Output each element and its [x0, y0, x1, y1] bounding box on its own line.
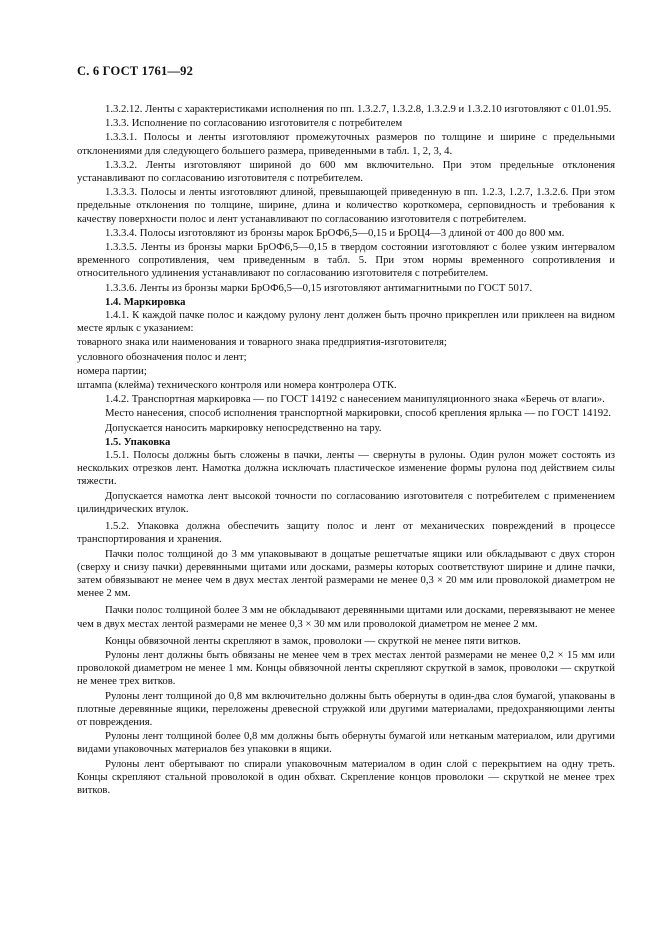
list-item: штампа (клейма) технического контроля или номера контролера ОТК.: [77, 379, 397, 392]
para-1-3-3-1: 1.3.3.1. Полосы и ленты изготовляют промежуточных размеров по толщине и ширине с предельными отклонениями для следующего большего размера, приведенными в табл. 1, 2, 3, 4.: [77, 131, 615, 157]
page-header: С. 6 ГОСТ 1761—92: [77, 64, 194, 78]
para-1-3-2-12: 1.3.2.12. Ленты с характеристиками исполнения по пп. 1.3.2.7, 1.3.2.8, 1.3.2.9 и 1.3.2.10 изготовляют с 01.01.95.: [105, 103, 612, 115]
para-roll-binding: Рулоны лент должны быть обвязаны не менее чем в трех местах лентой размерами не менее 0,2 × 15 мм или проволокой диаметром не менее 1 мм. Концы обвязочной ленты скрепляют скруткой в замок, проволоки — скруткой не менее трех витков.: [77, 648, 615, 688]
para-1-5-2: 1.5.2. Упаковка должна обеспечить защиту полос и лент от механических повреждений в процессе транспортирования и хранения.: [77, 520, 615, 546]
para-1-3-3-3: 1.3.3.3. Полосы и ленты изготовляют длиной, превышающей приведенную в пп. 1.2.3, 1.2.7, 1.3.2.6. При этом предельные отклонения по толщине, ширине, длина и количество короткомера, серповидность и требования к качеству поверхности полос и лент устанавливают по согласованию изготовителя с потребителем.: [77, 186, 615, 225]
para-1-4-1: 1.4.1. К каждой пачке полос и каждому рулону лент должен быть прочно прикреплен или приклеен на видном месте ярлык с указанием:: [77, 309, 615, 335]
para-spiral-wrapping: Рулоны лент обертывают по спирали упаковочным материалом в один слой с перекрытием на одну треть. Концы скрепляют стальной проволокой в один обхват. Скрепление концов проволоки — скруткой не менее трех витков.: [77, 757, 615, 796]
para-packs-up-to-3mm: Пачки полос толщиной до 3 мм упаковывают в дощатые решетчатые ящики или обкладывают с двух сторон (сверху и снизу пачки) деревянными щитами или досками, размеры которых соответствуют ширине и длине пачки, затем обвязывают не менее чем в двух местах лентой размерами не менее 0,3 × 20 мм или проволокой диаметром не менее 2 мм.: [77, 547, 615, 600]
para-1-5-1: 1.5.1. Полосы должны быть сложены в пачки, ленты — свернуты в рулоны. Один рулон может состоять из нескольких отрезков лент. Намотка должна исключать пластическое изменение формы рулона под действием силы тяжести.: [77, 449, 615, 488]
para-rolls-over-0-8mm: Рулоны лент толщиной более 0,8 мм должны быть обернуты бумагой или нетканым материалом, или другими видами упаковочных материалов без упаковки в ящики.: [77, 730, 615, 756]
section-heading-packaging: 1.5. Упаковка: [105, 435, 171, 448]
para-marking-on-container: Допускается наносить маркировку непосредственно на тару.: [105, 421, 382, 434]
document-body: [77, 103, 615, 798]
para-1-3-3-2: 1.3.3.2. Ленты изготовляют шириной до 600 мм включительно. При этом предельные отклонения устанавливают по согласованию изготовителя с потребителем.: [77, 158, 615, 185]
para-1-3-3-6: 1.3.3.6. Ленты из бронзы марки БрОФ6,5—0,15 изготовляют антимагнитными по ГОСТ 5017.: [105, 281, 533, 294]
para-winding-sleeves: Допускается намотка лент высокой точности по согласованию изготовителя с потребителем с применением цилиндрических втулок.: [77, 489, 615, 515]
para-packs-over-3mm: Пачки полос толщиной более 3 мм не обкладывают деревянными щитами или досками, перевязывают не менее чем в двух местах лентой размерами не менее 0,3 × 30 мм или проволокой диаметром не менее 2 мм.: [77, 604, 615, 630]
para-rolls-up-to-0-8mm: Рулоны лент толщиной до 0,8 мм включительно должны быть обернуты в один-два слоя бумагой, упакованы в плотные деревянные ящики, переложены древесной стружкой или другими материалами, предохраняющими ленты от повреждения.: [77, 689, 615, 728]
para-1-4-2: 1.4.2. Транспортная маркировка — по ГОСТ 14192 с нанесением манипуляционного знака «Беречь от влаги».: [105, 393, 605, 406]
list-item: номера партии;: [77, 364, 147, 377]
para-1-3-3-4: 1.3.3.4. Полосы изготовляют из бронзы марок БрОФ6,5—0,15 и БрОЦ4—3 длиной от 400 до 800 мм.: [105, 226, 565, 239]
list-item: товарного знака или наименования и товарного знака предприятия-изготовителя;: [77, 336, 447, 349]
para-marking-place: Место нанесения, способ исполнения транспортной маркировки, способ крепления ярлыка — по ГОСТ 14192.: [105, 407, 612, 420]
para-tape-ends: Концы обвязочной ленты скрепляют в замок, проволоки — скруткой не менее пяти витков.: [105, 634, 521, 647]
para-1-3-3-5: 1.3.3.5. Ленты из бронзы марки БрОФ6,5—0,15 в твердом состоянии изготовляют с более узким интервалом временного сопротивления, чем приведенным в табл. 5. При этом нормы временного сопротивления и относительного удлинения устанавливают по согласованию изготовителя с потребителем.: [77, 241, 615, 280]
list-item: условного обозначения полос и лент;: [77, 350, 247, 363]
para-1-3-3: 1.3.3. Исполнение по согласованию изготовителя с потребителем: [105, 117, 403, 130]
section-heading-marking: 1.4. Маркировка: [105, 295, 186, 308]
